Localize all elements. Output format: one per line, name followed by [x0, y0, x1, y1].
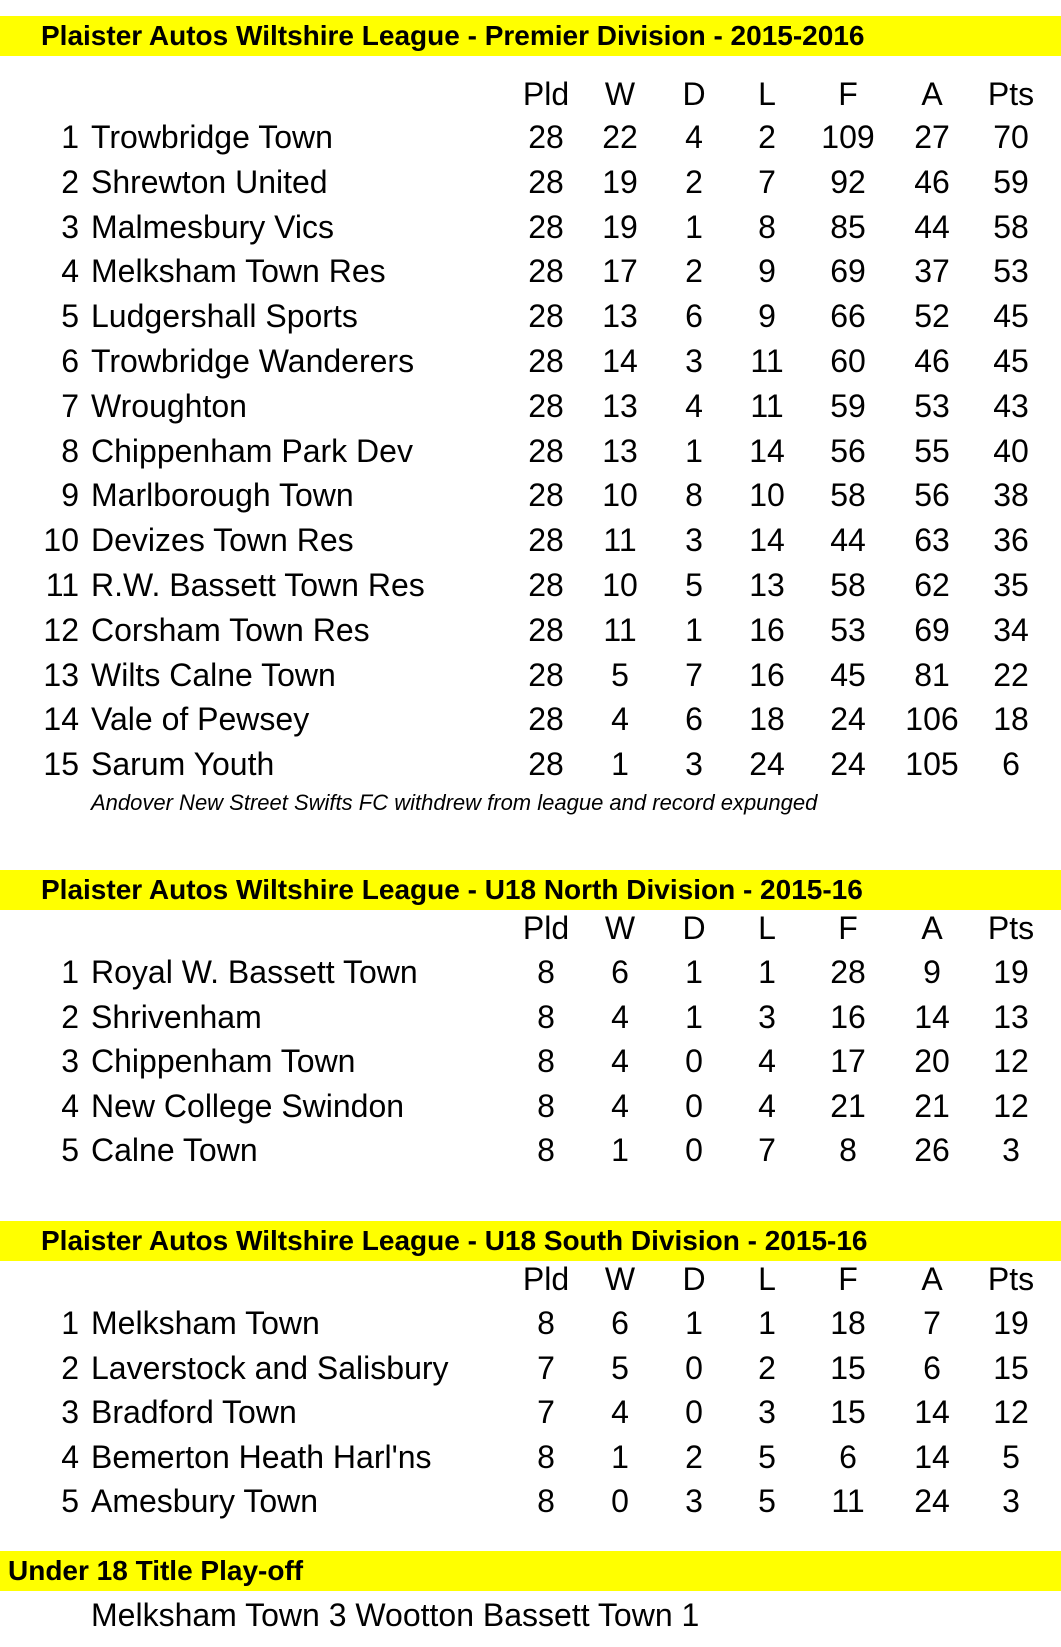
- row-l: 3: [758, 1394, 776, 1430]
- row-position: 12: [43, 611, 79, 648]
- row-position: 6: [61, 343, 79, 379]
- row-a: 81: [914, 656, 950, 693]
- row-pld: 28: [528, 163, 564, 200]
- row-position: 4: [61, 1438, 79, 1475]
- row-d: 2: [685, 253, 703, 290]
- row-team-name: Trowbridge Town: [91, 119, 333, 155]
- row-w: 13: [602, 387, 638, 424]
- row-w: 13: [602, 298, 638, 335]
- row-position: 2: [61, 998, 79, 1035]
- row-l: 7: [758, 1132, 776, 1168]
- row-w: 1: [611, 746, 629, 783]
- u18south-header-a: A: [921, 1261, 943, 1297]
- row-team-name: Malmesbury Vics: [91, 208, 335, 245]
- u18south-title: Plaister Autos Wiltshire League - U18 South Division - 2015-16: [41, 1225, 868, 1256]
- row-d: 1: [685, 432, 703, 469]
- row-f: 69: [830, 253, 866, 290]
- row-w: 11: [603, 522, 637, 559]
- row-pld: 28: [528, 343, 564, 379]
- row-d: 3: [685, 746, 703, 783]
- row-f: 53: [830, 611, 866, 648]
- row-l: 2: [758, 1349, 776, 1386]
- row-pld: 28: [528, 387, 564, 424]
- row-l: 4: [758, 1043, 776, 1079]
- row-pld: 28: [528, 253, 564, 290]
- row-pld: 28: [528, 119, 564, 155]
- row-pld: 28: [528, 208, 564, 245]
- row-f: 6: [839, 1438, 857, 1475]
- row-team-name: Trowbridge Wanderers: [91, 343, 415, 379]
- row-d: 0: [685, 1132, 703, 1168]
- row-f: 15: [830, 1349, 866, 1386]
- row-f: 24: [830, 701, 866, 738]
- row-a: 63: [914, 522, 950, 559]
- row-position: 13: [43, 656, 79, 693]
- row-pts: 45: [993, 298, 1029, 335]
- row-f: 85: [830, 208, 866, 245]
- row-f: 28: [830, 954, 866, 990]
- row-a: 14: [914, 1438, 950, 1475]
- row-team-name: Melksham Town: [91, 1305, 320, 1341]
- row-d: 8: [685, 477, 703, 514]
- row-position: 10: [43, 522, 79, 559]
- row-team-name: Melksham Town Res: [91, 253, 386, 290]
- row-w: 4: [611, 998, 629, 1035]
- row-team-name: Marlborough Town: [91, 477, 354, 514]
- row-l: 5: [758, 1483, 776, 1519]
- row-pts: 5: [1002, 1438, 1020, 1475]
- row-team-name: Bemerton Heath Harl'ns: [91, 1438, 432, 1475]
- row-l: 5: [758, 1438, 776, 1475]
- row-f: 58: [830, 567, 866, 603]
- row-a: 37: [914, 253, 950, 290]
- row-pld: 8: [537, 1132, 555, 1168]
- row-d: 0: [685, 1349, 703, 1386]
- row-position: 4: [61, 1087, 79, 1124]
- row-w: 11: [603, 611, 637, 648]
- row-l: 16: [749, 611, 785, 648]
- row-position: 3: [61, 1043, 79, 1079]
- row-pld: 28: [528, 522, 564, 559]
- row-pts: 3: [1002, 1483, 1020, 1519]
- row-w: 4: [611, 1087, 629, 1124]
- row-pts: 40: [993, 432, 1029, 469]
- row-position: 1: [61, 119, 79, 155]
- row-d: 6: [685, 701, 703, 738]
- row-position: 3: [61, 208, 79, 245]
- row-a: 7: [923, 1305, 941, 1341]
- row-pts: 19: [993, 954, 1029, 990]
- row-pts: 19: [993, 1305, 1029, 1341]
- row-l: 10: [749, 477, 785, 514]
- premier-header-f: F: [838, 76, 858, 112]
- row-d: 1: [685, 1305, 703, 1341]
- row-position: 2: [61, 163, 79, 200]
- row-pld: 7: [537, 1349, 555, 1386]
- row-team-name: Shrewton United: [91, 163, 328, 200]
- row-pts: 22: [993, 656, 1029, 693]
- u18north-header-pts: Pts: [987, 910, 1035, 946]
- row-pld: 28: [528, 298, 564, 335]
- u18north-header-l: L: [758, 910, 776, 946]
- row-position: 5: [61, 1132, 79, 1168]
- row-pts: 34: [993, 611, 1029, 648]
- row-pld: 8: [537, 1483, 555, 1519]
- row-l: 11: [750, 387, 784, 424]
- row-d: 1: [685, 611, 703, 648]
- row-l: 9: [758, 298, 776, 335]
- row-team-name: Wroughton: [91, 387, 247, 424]
- row-d: 0: [685, 1043, 703, 1079]
- playoff-result: Melksham Town 3 Wootton Bassett Town 1: [91, 1597, 700, 1633]
- row-pts: 58: [993, 208, 1029, 245]
- row-w: 10: [602, 567, 638, 603]
- row-f: 109: [821, 119, 875, 155]
- row-a: 44: [914, 208, 950, 245]
- row-d: 0: [685, 1394, 703, 1430]
- row-pts: 12: [993, 1087, 1029, 1124]
- row-f: 15: [830, 1394, 866, 1430]
- row-d: 2: [685, 163, 703, 200]
- row-l: 14: [749, 432, 785, 469]
- row-pld: 8: [537, 1305, 555, 1341]
- row-l: 8: [758, 208, 776, 245]
- row-pld: 28: [528, 611, 564, 648]
- row-pts: 13: [993, 998, 1029, 1035]
- row-pts: 6: [1002, 746, 1020, 783]
- row-d: 1: [685, 998, 703, 1035]
- row-team-name: Corsham Town Res: [91, 611, 370, 648]
- row-team-name: Sarum Youth: [91, 746, 275, 783]
- row-pts: 15: [993, 1349, 1029, 1386]
- row-d: 6: [685, 298, 703, 335]
- row-a: 6: [923, 1349, 941, 1386]
- row-team-name: Shrivenham: [91, 998, 262, 1035]
- row-a: 14: [914, 998, 950, 1035]
- row-a: 26: [914, 1132, 950, 1168]
- row-a: 56: [914, 477, 950, 514]
- u18south-header-f: F: [838, 1261, 858, 1297]
- premier-header-a: A: [921, 76, 943, 112]
- row-pld: 7: [537, 1394, 555, 1430]
- row-l: 7: [758, 163, 776, 200]
- row-a: 27: [914, 119, 950, 155]
- row-position: 3: [61, 1394, 79, 1430]
- row-pld: 28: [528, 701, 564, 738]
- row-team-name: Devizes Town Res: [91, 522, 354, 559]
- row-l: 4: [758, 1087, 776, 1124]
- row-pld: 8: [537, 1438, 555, 1475]
- row-d: 3: [685, 522, 703, 559]
- row-w: 6: [611, 1305, 629, 1341]
- row-w: 1: [611, 1132, 629, 1168]
- row-pld: 8: [537, 998, 555, 1035]
- row-pld: 28: [528, 656, 564, 693]
- row-a: 46: [914, 343, 950, 379]
- row-f: 45: [830, 656, 866, 693]
- u18north-header-pld: Pld: [522, 910, 570, 946]
- row-team-name: Chippenham Park Dev: [91, 432, 413, 469]
- row-a: 52: [914, 298, 950, 335]
- row-d: 1: [685, 208, 703, 245]
- row-f: 18: [830, 1305, 866, 1341]
- row-team-name: Vale of Pewsey: [91, 701, 310, 738]
- row-position: 9: [61, 477, 79, 514]
- row-a: 106: [905, 701, 959, 738]
- row-l: 1: [758, 1305, 776, 1341]
- row-f: 92: [830, 163, 866, 200]
- row-position: 4: [61, 253, 79, 290]
- u18north-header-f: F: [838, 910, 858, 946]
- row-a: 53: [914, 387, 950, 424]
- row-pld: 28: [528, 477, 564, 514]
- row-a: 9: [923, 954, 941, 990]
- row-d: 5: [685, 567, 703, 603]
- premier-note: Andover New Street Swifts FC withdrew from league and record expunged: [91, 790, 818, 815]
- row-team-name: Calne Town: [91, 1132, 258, 1168]
- u18south-header-w: W: [604, 1261, 636, 1297]
- row-w: 22: [602, 119, 638, 155]
- row-f: 60: [830, 343, 866, 379]
- row-w: 6: [611, 954, 629, 990]
- row-team-name: Chippenham Town: [91, 1043, 356, 1079]
- row-l: 18: [749, 701, 785, 738]
- row-a: 105: [905, 746, 959, 783]
- premier-header-w: W: [604, 76, 636, 112]
- row-pts: 43: [993, 387, 1029, 424]
- row-f: 56: [830, 432, 866, 469]
- row-w: 14: [602, 343, 638, 379]
- row-f: 24: [830, 746, 866, 783]
- row-pts: 45: [993, 343, 1029, 379]
- u18north-header-a: A: [921, 910, 943, 946]
- row-pts: 36: [993, 522, 1029, 559]
- row-team-name: Wilts Calne Town: [91, 656, 336, 693]
- row-a: 21: [914, 1087, 950, 1124]
- row-l: 3: [758, 998, 776, 1035]
- row-position: 11: [45, 567, 79, 603]
- row-pts: 70: [993, 119, 1029, 155]
- row-f: 21: [830, 1087, 866, 1124]
- row-w: 1: [611, 1438, 629, 1475]
- row-f: 8: [839, 1132, 857, 1168]
- premier-header-d: D: [682, 76, 706, 112]
- premier-title: Plaister Autos Wiltshire League - Premier Division - 2015-2016: [41, 20, 865, 51]
- row-pld: 28: [528, 746, 564, 783]
- row-f: 44: [830, 522, 866, 559]
- row-position: 1: [61, 954, 79, 990]
- row-pld: 8: [537, 954, 555, 990]
- u18south-header-l: L: [758, 1261, 776, 1297]
- row-a: 62: [914, 567, 950, 603]
- row-w: 4: [611, 1043, 629, 1079]
- row-w: 10: [602, 477, 638, 514]
- row-d: 1: [685, 954, 703, 990]
- row-a: 20: [914, 1043, 950, 1079]
- row-d: 3: [685, 1483, 703, 1519]
- u18south-header-d: D: [682, 1261, 706, 1297]
- row-d: 0: [685, 1087, 703, 1124]
- u18south-header-pts: Pts: [987, 1261, 1035, 1297]
- row-l: 11: [750, 343, 784, 379]
- row-pts: 35: [993, 567, 1029, 603]
- row-d: 4: [685, 119, 703, 155]
- row-w: 17: [602, 253, 638, 290]
- playoff-title: Under 18 Title Play-off: [8, 1555, 304, 1586]
- row-team-name: Amesbury Town: [91, 1483, 319, 1519]
- row-position: 15: [43, 746, 79, 783]
- row-w: 5: [611, 656, 629, 693]
- row-a: 24: [914, 1483, 950, 1519]
- row-team-name: New College Swindon: [91, 1087, 405, 1124]
- row-team-name: Laverstock and Salisbury: [91, 1349, 449, 1386]
- u18north-title: Plaister Autos Wiltshire League - U18 North Division - 2015-16: [41, 874, 863, 905]
- row-f: 16: [830, 998, 866, 1035]
- row-team-name: Bradford Town: [91, 1394, 297, 1430]
- row-pld: 8: [537, 1043, 555, 1079]
- row-w: 13: [602, 432, 638, 469]
- u18south-header-pld: Pld: [522, 1261, 570, 1297]
- row-d: 2: [685, 1438, 703, 1475]
- row-position: 7: [61, 387, 79, 424]
- row-l: 16: [749, 656, 785, 693]
- row-f: 58: [830, 477, 866, 514]
- row-a: 46: [914, 163, 950, 200]
- row-pld: 28: [528, 567, 564, 603]
- row-w: 4: [611, 701, 629, 738]
- row-a: 14: [914, 1394, 950, 1430]
- row-d: 7: [685, 656, 703, 693]
- row-position: 1: [61, 1305, 79, 1341]
- row-pld: 8: [537, 1087, 555, 1124]
- row-f: 59: [830, 387, 866, 424]
- row-w: 5: [611, 1349, 629, 1386]
- u18north-header-w: W: [604, 910, 636, 946]
- premier-header-pld: Pld: [522, 76, 570, 112]
- row-team-name: Royal W. Bassett Town: [91, 954, 418, 990]
- row-w: 19: [602, 208, 638, 245]
- row-pts: 59: [993, 163, 1029, 200]
- row-a: 55: [914, 432, 950, 469]
- row-pld: 28: [528, 432, 564, 469]
- row-f: 11: [831, 1483, 865, 1519]
- row-w: 0: [611, 1483, 629, 1519]
- row-w: 19: [602, 163, 638, 200]
- row-l: 24: [749, 746, 785, 783]
- row-l: 2: [758, 119, 776, 155]
- premier-header-pts: Pts: [987, 76, 1035, 112]
- row-pts: 53: [993, 253, 1029, 290]
- row-pts: 12: [993, 1043, 1029, 1079]
- row-a: 69: [914, 611, 950, 648]
- row-l: 14: [749, 522, 785, 559]
- row-f: 17: [830, 1043, 866, 1079]
- row-pts: 18: [993, 701, 1029, 738]
- row-w: 4: [611, 1394, 629, 1430]
- row-l: 13: [749, 567, 785, 603]
- row-l: 1: [758, 954, 776, 990]
- row-d: 3: [685, 343, 703, 379]
- row-team-name: R.W. Bassett Town Res: [91, 567, 425, 603]
- row-pts: 3: [1002, 1132, 1020, 1168]
- premier-header-l: L: [758, 76, 776, 112]
- row-team-name: Ludgershall Sports: [91, 298, 358, 335]
- row-position: 14: [43, 701, 79, 738]
- row-d: 4: [685, 387, 703, 424]
- row-l: 9: [758, 253, 776, 290]
- u18north-header-d: D: [682, 910, 706, 946]
- row-position: 8: [61, 432, 79, 469]
- row-position: 5: [61, 298, 79, 335]
- row-pts: 38: [993, 477, 1029, 514]
- row-f: 66: [830, 298, 866, 335]
- row-position: 2: [61, 1349, 79, 1386]
- row-pts: 12: [993, 1394, 1029, 1430]
- row-position: 5: [61, 1483, 79, 1519]
